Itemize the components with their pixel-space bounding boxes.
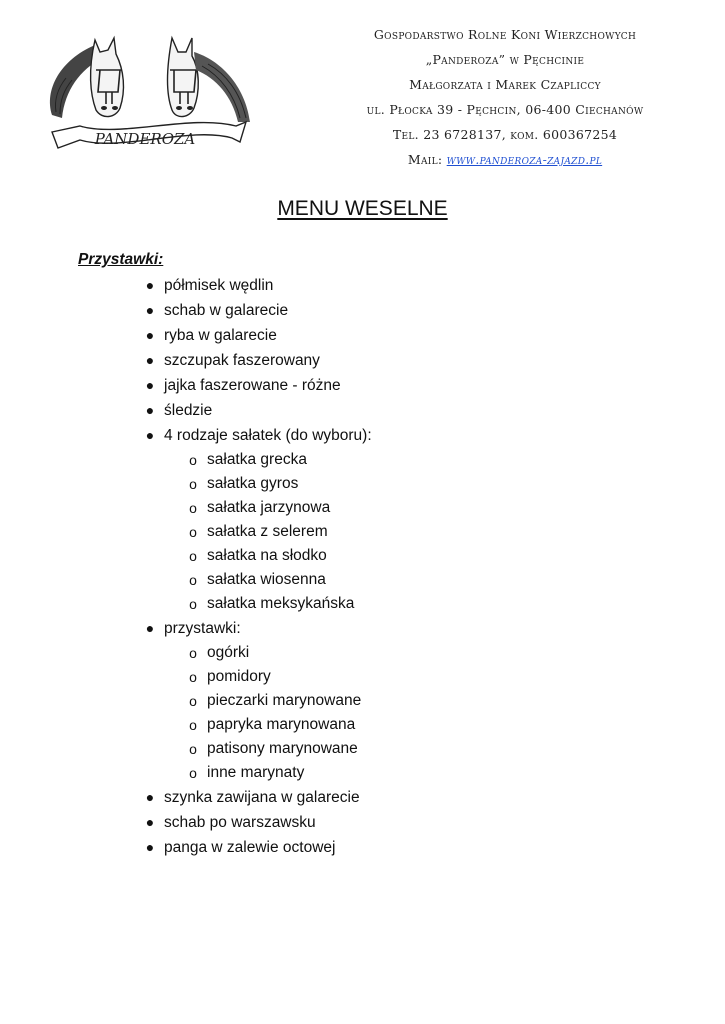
sub-item-label: inne marynaty [207,764,305,781]
hollow-bullet-icon: o [189,765,197,781]
bullet-icon: ● [145,814,155,830]
menu-item [0,398,725,423]
sub-item [0,713,725,737]
hollow-bullet-icon: o [189,741,197,757]
bullet-icon: ● [145,402,155,418]
bullet-icon: ● [145,789,155,805]
sub-item-label: pieczarki marynowane [207,692,362,709]
website-link[interactable]: www.panderoza-zajazd.pl [446,152,603,167]
panderoza-logo [40,30,260,160]
owners: Małgorzata i Marek Czapliccy [409,77,601,92]
phone: Tel. 23 6728137, kom. 600367254 [392,127,618,142]
sub-item [0,761,725,785]
hollow-bullet-icon: o [189,693,197,709]
bullet-icon: ● [145,327,155,343]
mail-label: Mail: [407,152,447,167]
farm-name: Gospodarstwo Rolne Koni Wierzchowych [373,27,637,42]
appetizer-list [0,273,725,860]
menu-item-label: schab w galarecie [164,302,289,319]
sub-item [0,689,725,713]
sub-item-label: papryka marynowana [207,716,356,733]
sub-item-label: ogórki [207,644,250,661]
section-heading: Przystawki: [78,251,164,268]
sub-item-label: sałatka z selerem [207,523,328,540]
sub-item-label: sałatka jarzynowa [207,499,331,516]
hollow-bullet-icon: o [189,452,197,468]
menu-item [0,323,725,348]
sub-item-label: sałatka meksykańska [207,595,355,612]
sub-item [0,737,725,761]
menu-item [0,348,725,373]
hollow-bullet-icon: o [189,645,197,661]
sub-item-label: pomidory [207,668,271,685]
sub-item [0,520,725,544]
bullet-icon: ● [145,839,155,855]
sub-list [0,448,725,616]
hollow-bullet-icon: o [189,500,197,516]
hollow-bullet-icon: o [189,669,197,685]
menu-item [0,785,725,810]
sub-item [0,448,725,472]
sub-item-label: sałatka gyros [207,475,299,492]
sub-item-label: sałatka grecka [207,451,307,468]
menu-item-label: panga w zalewie octowej [164,839,336,856]
sub-item [0,592,725,616]
sub-item-label: patisony marynowane [207,740,358,757]
menu-item-label: śledzie [164,402,213,419]
bullet-icon: ● [145,277,155,293]
sub-item [0,472,725,496]
sub-item-label: sałatka wiosenna [207,571,326,588]
bullet-icon: ● [145,620,155,636]
hollow-bullet-icon: o [189,717,197,733]
menu-item [0,810,725,835]
menu-item [0,423,725,448]
menu-item [0,273,725,298]
hollow-bullet-icon: o [189,572,197,588]
menu-item [0,373,725,398]
sub-item-label: sałatka na słodko [207,547,327,564]
sub-item [0,665,725,689]
menu-item-label: 4 rodzaje sałatek (do wyboru): [164,427,372,444]
logo-text: PANDEROZA [94,130,196,148]
bullet-icon: ● [145,427,155,443]
hollow-bullet-icon: o [189,548,197,564]
sub-item [0,568,725,592]
hollow-bullet-icon: o [189,596,197,612]
bullet-icon: ● [145,377,155,393]
sub-item [0,496,725,520]
hollow-bullet-icon: o [189,524,197,540]
horse-heads-logo-icon [40,30,260,160]
bullet-icon: ● [145,302,155,318]
menu-item [0,616,725,641]
menu-item-label: szczupak faszerowany [164,352,320,369]
menu-item-label: jajka faszerowane - różne [164,377,341,394]
menu-item-label: ryba w galarecie [164,327,277,344]
menu-item-label: schab po warszawsku [164,814,316,831]
menu-item [0,298,725,323]
sub-item [0,641,725,665]
menu-item-label: przystawki: [164,620,241,637]
mail-line [335,147,675,172]
bullet-icon: ● [145,352,155,368]
menu-item [0,835,725,860]
page-title: MENU WESELNE [277,197,448,220]
farm-contact-header [335,22,675,172]
menu-item-label: szynka zawijana w galarecie [164,789,360,806]
sub-item [0,544,725,568]
menu-item-label: półmisek wędlin [164,277,274,294]
sub-list [0,641,725,785]
hollow-bullet-icon: o [189,476,197,492]
address: ul. Płocka 39 - Pęchcin, 06-400 Ciechanów [366,102,644,117]
farm-subtitle: „Panderoza” w Pęchcinie [425,52,585,67]
